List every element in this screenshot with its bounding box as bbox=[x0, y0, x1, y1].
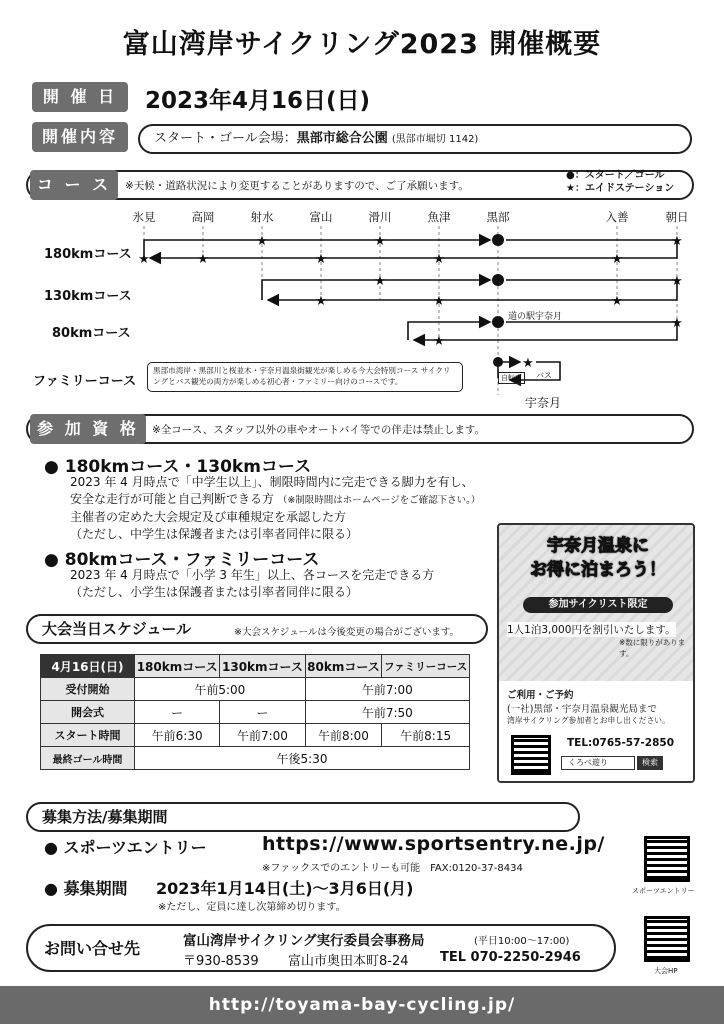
svg-text:★: ★ bbox=[315, 294, 327, 309]
town-uozu: 魚津 bbox=[427, 210, 451, 224]
legend-aid: ★：エイドステーション bbox=[566, 183, 675, 194]
bus-label: バス bbox=[536, 371, 552, 380]
event-hp-qr-code[interactable] bbox=[644, 916, 690, 962]
group1-line4: （ただし、中学生は保護者または引率者同伴に限る） bbox=[70, 526, 359, 541]
row-label-start: スタート時間 bbox=[41, 724, 135, 747]
svg-text:★: ★ bbox=[433, 252, 445, 267]
group2-title-text: 80kmコース・ファミリーコース bbox=[64, 550, 320, 570]
svg-text:★: ★ bbox=[671, 316, 683, 331]
ad-headline2: お得に泊まろう！ bbox=[530, 560, 666, 580]
row-label-opening: 開会式 bbox=[41, 701, 135, 724]
ad-tel: TEL:0765-57-2850 bbox=[567, 737, 674, 749]
town-namerikawa: 滑川 bbox=[368, 210, 392, 224]
venue-prefix: スタート・ゴール会場： bbox=[154, 131, 297, 146]
entry-period-dates: 2023年1月14日(土)～3月6日(月) bbox=[156, 879, 414, 898]
course-180-label: 180kmコース bbox=[44, 247, 132, 262]
ad-qr-code bbox=[511, 735, 551, 775]
course-family-label: ファミリーコース bbox=[33, 374, 137, 389]
entry-method-label: スポーツエントリー bbox=[63, 838, 207, 857]
course-80-label: 80kmコース bbox=[52, 326, 131, 341]
group1-line2: 安全な走行が可能と自己判断できる方 bbox=[70, 491, 275, 506]
town-asahi: 朝日 bbox=[665, 210, 689, 224]
sportsentry-qr-caption: スポーツエントリー bbox=[632, 887, 695, 895]
ad-instruction: 湾岸サイクリング参加者とお申し出ください。 bbox=[507, 716, 670, 725]
table-row bbox=[41, 701, 470, 724]
course-130-label: 130kmコース bbox=[44, 289, 132, 304]
svg-text:★: ★ bbox=[433, 294, 445, 309]
svg-text:★: ★ bbox=[522, 356, 534, 371]
final-goal-time: 午後5:30 bbox=[135, 747, 470, 770]
schedule-heading: 大会当日スケジュール bbox=[42, 620, 192, 638]
ad-limited-badge: 参加サイクリスト限定 bbox=[523, 597, 673, 613]
ad-offer-note: ※数に限りがあります。 bbox=[619, 638, 686, 658]
table-row bbox=[41, 747, 470, 770]
group1-line1: 2023 年 4 月時点で「中学生以上」、制限時間内に完走できる脚力を有し、 bbox=[70, 475, 474, 489]
schedule-col-130: 130kmコース bbox=[220, 655, 305, 678]
group1-body bbox=[70, 474, 500, 542]
svg-text:★: ★ bbox=[611, 252, 623, 267]
eligibility-heading: 参 加 資 格 bbox=[30, 414, 146, 444]
town-imizu: 射水 bbox=[250, 210, 274, 224]
start-180: 午前6:30 bbox=[135, 724, 220, 747]
ad-usage-title: ご利用・ご予約 bbox=[507, 690, 574, 701]
schedule-note: ※大会スケジュールは今後変更の場合がございます。 bbox=[234, 627, 460, 638]
course-note: ※天候・道路状況により変更することがありますので、ご了承願います。 bbox=[125, 180, 469, 192]
town-toyama: 富山 bbox=[309, 210, 333, 224]
content-label: 開催内容 bbox=[32, 122, 128, 152]
row-label-final-goal: 最終ゴール時間 bbox=[41, 747, 135, 770]
group1-line3: 主催者の定めた大会規定及び車種規定を承認した方 bbox=[70, 510, 347, 524]
start-80: 午前8:00 bbox=[305, 724, 382, 747]
svg-text:★: ★ bbox=[197, 252, 209, 267]
contact-org: 富山湾岸サイクリング実行委員会事務局 bbox=[183, 933, 425, 949]
svg-text:★: ★ bbox=[611, 294, 623, 309]
group2-title: ● 80kmコース・ファミリーコース bbox=[44, 550, 320, 570]
group1-title-text: 180kmコース・130kmコース bbox=[64, 457, 312, 477]
opening-short: 午前7:50 bbox=[305, 701, 469, 724]
entry-period-label: 募集期間 bbox=[63, 879, 128, 898]
ad-search-box[interactable]: くろべ遊り bbox=[561, 756, 635, 770]
town-himi: 氷見 bbox=[132, 210, 156, 224]
svg-text:★: ★ bbox=[138, 252, 150, 267]
group2-line2: （ただし、小学生は保護者または引率者同伴に限る） bbox=[70, 584, 359, 599]
opening-180: ー bbox=[135, 701, 220, 724]
group1-title: ● 180kmコース・130kmコース bbox=[44, 457, 312, 477]
table-row bbox=[41, 724, 470, 747]
schedule-table bbox=[40, 654, 470, 770]
venue-address: (黒部市堀切 1142) bbox=[391, 134, 479, 145]
town-takaoka: 高岡 bbox=[191, 210, 215, 224]
entry-method: ● スポーツエントリー bbox=[44, 838, 207, 857]
svg-text:★: ★ bbox=[374, 274, 386, 289]
svg-text:★: ★ bbox=[671, 274, 683, 289]
group2-body bbox=[70, 567, 490, 600]
contact-hours: (平日10:00～17:00) bbox=[474, 936, 570, 947]
schedule-col-80: 80kmコース bbox=[305, 655, 382, 678]
opening-130: ー bbox=[220, 701, 305, 724]
ad-headline1: 宇奈月温泉に bbox=[547, 536, 649, 556]
ad-org: (一社)黒部・宇奈月温泉観光局まで bbox=[507, 704, 657, 715]
contact-address: 富山市奥田本町8-24 bbox=[288, 954, 409, 969]
start-130: 午前7:00 bbox=[220, 724, 305, 747]
venue-name: 黒部市総合公園 bbox=[296, 131, 388, 146]
row-label-reception: 受付開始 bbox=[41, 678, 135, 701]
page-title: 富山湾岸サイクリング2023 開催概要 bbox=[122, 29, 602, 60]
sportsentry-qr-code[interactable] bbox=[644, 836, 690, 882]
entry-period-note: ※ただし、定員に達し次第締め切ります。 bbox=[158, 902, 346, 913]
footer-url[interactable]: http://toyama-bay-cycling.jp/ bbox=[0, 986, 724, 1024]
start-family: 午前8:15 bbox=[382, 724, 470, 747]
entry-period: ● 募集期間 bbox=[44, 879, 128, 898]
entry-heading: 募集方法/募集期間 bbox=[42, 808, 168, 826]
contact-postal: 〒930-8539 bbox=[183, 954, 259, 969]
group2-line1: 2023 年 4 月時点で「小学 3 年生」以上、各コースを完走できる方 bbox=[70, 568, 435, 582]
svg-text:★: ★ bbox=[374, 234, 386, 249]
entry-url[interactable]: https://www.sportsentry.ne.jp/ bbox=[262, 833, 605, 855]
contact-heading: お問い合せ先 bbox=[44, 939, 141, 958]
schedule-col-family: ファミリーコース bbox=[382, 655, 470, 678]
michi-no-eki-label: 道の駅宇奈月 bbox=[508, 312, 563, 322]
entry-fax-note: ※ファックスでのエントリーも可能 FAX:0120-37-8434 bbox=[262, 863, 523, 874]
reception-long: 午前5:00 bbox=[135, 678, 306, 701]
svg-text:★: ★ bbox=[433, 334, 445, 349]
eligibility-note: ※全コース、スタッフ以外の車やオートバイ等での伴走は禁止します。 bbox=[152, 424, 486, 436]
group1-line2-note: （※制限時間はホームページをご確認下さい。） bbox=[277, 494, 481, 506]
course-heading: コ ー ス bbox=[30, 170, 118, 200]
contact-tel: TEL 070-2250-2946 bbox=[440, 950, 581, 965]
family-course-desc: 黒部市湾岸・黒部川と桜並木・宇奈月温泉街観光が楽しめる今大会特別コース サイクリングとバス観光の両方が楽しめる初心者・ファミリー向けのコースです。 bbox=[147, 362, 463, 392]
event-date: 2023年4月16日(日) bbox=[145, 88, 371, 114]
schedule-col-180: 180kmコース bbox=[135, 655, 220, 678]
table-row bbox=[41, 678, 470, 701]
svg-text:★: ★ bbox=[315, 252, 327, 267]
course-map bbox=[0, 0, 724, 420]
town-nyuzen: 入善 bbox=[605, 210, 629, 224]
onsen-ad bbox=[497, 523, 695, 783]
legend-start: ●：スタート／ゴール bbox=[566, 170, 665, 181]
unazuki-label: 宇奈月 bbox=[525, 396, 562, 410]
town-kurobe: 黒部 bbox=[486, 210, 510, 224]
ad-search-button[interactable]: 検索 bbox=[637, 756, 663, 770]
svg-text:★: ★ bbox=[671, 234, 683, 249]
schedule-header-row bbox=[41, 655, 470, 678]
ad-offer: 1人1泊3,000円を割引いたします。 bbox=[507, 624, 676, 636]
group1-line2-wrap bbox=[70, 491, 500, 510]
reception-short: 午前7:00 bbox=[305, 678, 469, 701]
schedule-date-cell: 4月16日(日) bbox=[41, 655, 135, 678]
date-label: 開 催 日 bbox=[32, 82, 128, 112]
svg-text:★: ★ bbox=[256, 234, 268, 249]
bike-label: 自転車 bbox=[498, 372, 525, 384]
event-hp-qr-caption: 大会HP bbox=[654, 967, 678, 975]
